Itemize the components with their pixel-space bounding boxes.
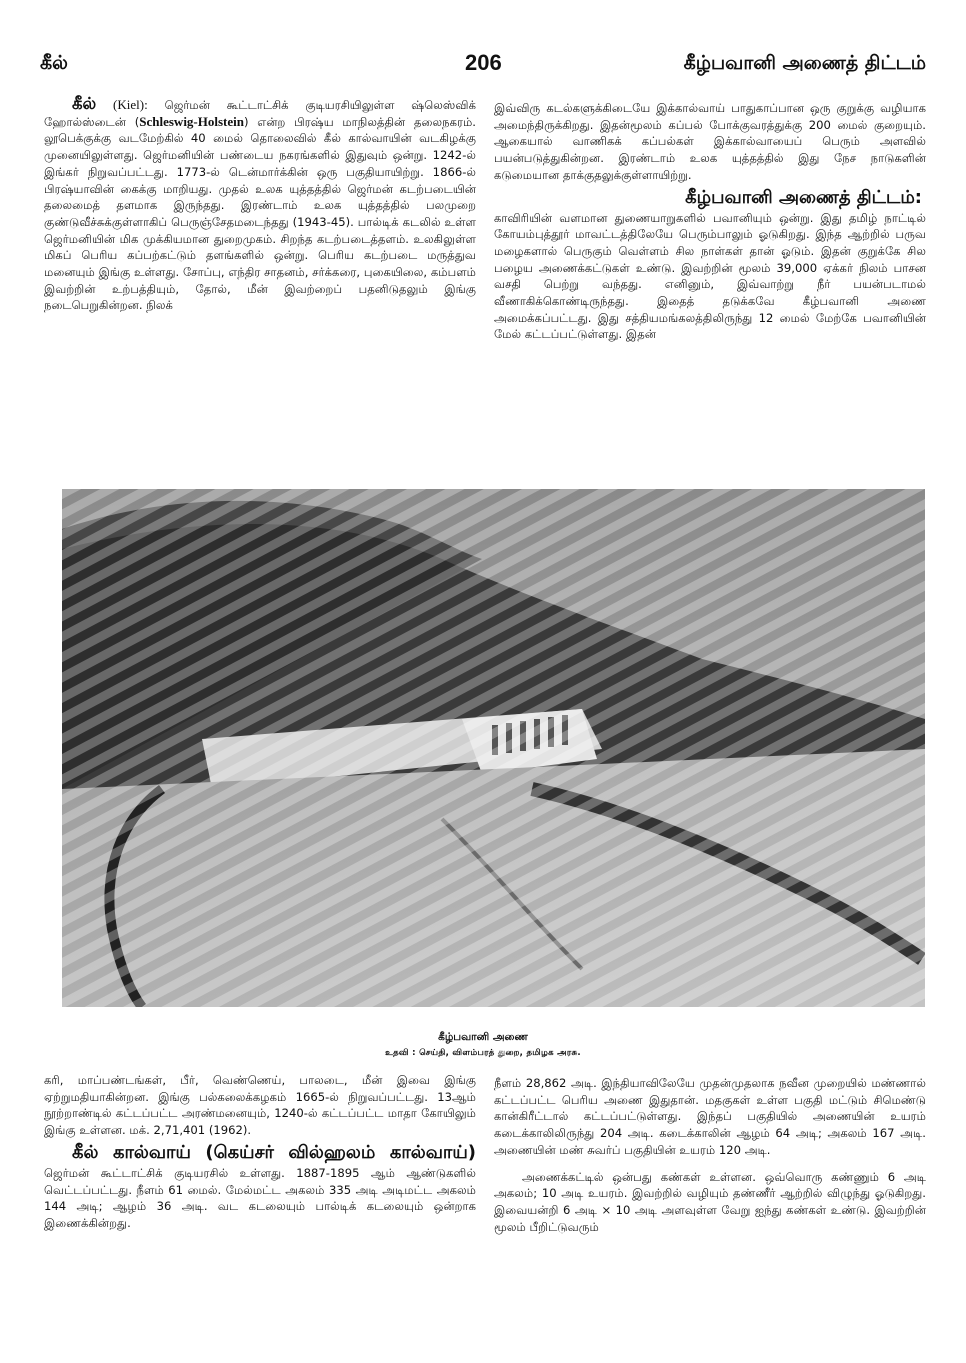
kiel-continuation: கரி, மாப்பண்டங்கள், பீர், வெண்ணெய், பாலடை, மீன் இவை இங்கு ஏற்றுமதியாகின்றன. இங்கு பல்கலைக்கழகம் 1665-ல் நிறுவப்பட்டது. 13ஆம் நூற்றாண்டில் கட்டப்பட்ட அரண்மனையும், 1240-ல் கட்டப்பட்ட மாதா கோயிலும் இங்கு உள்ளன. மக். 2,71,401 (1962).: [44, 1073, 476, 1138]
column-bottom-left: [44, 1072, 476, 1234]
figure-caption: கீழ்பவானி அணை: [438, 1031, 528, 1043]
kiel-latin-region: Schleswig-Holstein: [139, 113, 244, 129]
dam-photo-illustration: [62, 489, 925, 1007]
column-bottom-right: [494, 1075, 926, 1237]
canal-entry: [44, 1141, 476, 1232]
header-left-word: கீல்: [40, 52, 68, 74]
dam-photograph: [62, 489, 925, 1007]
canal-continuation: இவ்விரு கடல்களுக்கிடையே இக்கால்வாய் பாதுகாப்பான ஒரு குறுக்கு வழியாக அமைந்திருக்கிறது. இதன்மூலம் கப்பல் போக்குவரத்துக்கு 200 மைல் குறையும். ஆகையால் வாணிகக் கப்பல்கள் இக்கால்வாயைப் பெரும் அளவில் பயன்படுத்துகின்றன. இரண்டாம் உலக யுத்தத்தில் இது நேச நாடுகளின் கடுமையான தாக்குதலுக்குள்ளாயிற்று.: [494, 101, 926, 182]
header-right-word: கீழ்பவானி அணைத் திட்டம்: [683, 52, 926, 74]
page-number: 206: [465, 50, 502, 75]
page-header: [40, 52, 926, 82]
kiel-text-part1: : ஜெர்மன் கூட்டாட்சிக் குடியரசியிலுள்ள ஷ்லெஸ்விக் ஹோல்ஸ்டைன் (: [44, 98, 476, 129]
kiel-entry-title: கீல்: [72, 94, 97, 113]
dam-entry-body: காவிரியின் வளமான துணையாறுகளில் பவானியும் ஒன்று. இது தமிழ் நாட்டில் கோயம்புத்தூர் மாவட்டத்திலேயே பெரும்பாலும் ஓடுகிறது. இந்த ஆற்றில் பருவ மழைகளால் பெருகும் வெள்ளம் சில நாள்கள் தான் ஓடும். இதன் குறுக்கே சில பழைய அணைக்கட்டுகள் உண்டு. இவற்றின் மூலம் 39,000 ஏக்கர் நிலம் பாசன வசதி பெற்று வந்தது. எனினும், இவ்வாற்று நீர் பயன்படாமல் வீணாகிக்கொண்டிருந்தது. இதைத் தடுக்கவே கீழ்பவானி அணை அமைக்கப்பட்டது. இது சத்தியமங்கலத்திலிருந்து 12 மைல் மேற்கே பவானியின் மேல் கட்டப்பட்டுள்ளது. இதன்: [494, 210, 926, 342]
canal-entry-title: கீல் கால்வாய் (கெய்சர் வில்ஹலம் கால்வாய்): [72, 1141, 476, 1163]
dam-entry-title: கீழ்பவானி அணைத் திட்டம்:: [685, 186, 922, 208]
kiel-latin-name: (Kiel): [113, 97, 145, 112]
canal-entry-body: ஜெர்மன் கூட்டாட்சிக் குடியரசில் உள்ளது. 1887-1895 ஆம் ஆண்டுகளில் வெட்டப்பட்டது. நீளம் 61 மைல். மேல்மட்ட அகலம் 335 அடி அடிமட்ட அகலம் 144 அடி; ஆழம் 36 அடி. வட கடலையும் பால்டிக் கடலையும் ஒன்றாக இணைக்கின்றது.: [44, 1165, 476, 1230]
figure-credit: உதவி : செய்தி, விளம்பரத் துறை, தமிழக அரசு.: [385, 1048, 581, 1058]
column-top-right: [494, 100, 926, 345]
dam-continuation-1: நீளம் 28,862 அடி. இந்தியாவிலேயே முதன்முதலாக நவீன முறையில் மண்ணால் கட்டப்பட்ட பெரிய அணை இதுதான். மதகுகள் உள்ள பகுதி மட்டும் சிமெண்டு கான்கிரீட்டால் கட்டப்பட்டுள்ளது. இந்தப் பகுதியில் அணையின் உயரம் கடைக்காலிலிருந்து 204 அடி. கடைக்காலின் ஆழம் 64 அடி; அகலம் 167 அடி. அணையின் மண் சுவர்ப் பகுதியின் உயரம் 120 அடி.: [494, 1076, 926, 1157]
column-top-left: [44, 96, 476, 316]
kiel-entry: [44, 96, 476, 314]
dam-continuation-2: அணைக்கட்டில் ஒன்பது கண்கள் உள்ளன. ஒவ்வொரு கண்ணும் 6 அடி அகலம்; 10 அடி உயரம். இவற்றில் வழியும் தண்ணீர் ஆற்றில் விழுந்து ஓடுகிறது. இவையன்றி 6 அடி × 10 அடி அளவுள்ள வேறு ஐந்து கண்கள் உண்டு. இவற்றின் மூலம் பீறிட்டுவரும்: [494, 1169, 926, 1234]
kiel-text-part2: ) என்ற பிரஷ்ய மாநிலத்தின் தலைநகரம். லூபெக்குக்கு வடமேற்கில் 40 மைல் தொலைவில் கீல் கால்வாயின் வடகிழக்கு முனையிலுள்ளது. ஜெர்மனியின் பண்டைய நகரங்களில் இதுவும் ஒன்று. 1242-ல் இங்கர் நிறுவப்பட்டது. 1773-ல் டென்மார்க்கின் ஒரு பகுதியாயிற்று. 1866-ல் பிரஷ்யாவின் கைக்கு மாறியது. முதல் உலக யுத்தத்தில் ஜெர்மன் கடற்படையின் தலைமைத் தளமாக இருந்தது. இரண்டாம் உலக யுத்தத்தில் பலமுறை குண்டுவீச்சுக்குள்ளாகிப் பெருஞ்சேதமடைந்தது (1943-45). பால்டிக் கடலில் உள்ள ஜெர்மனியின் மிக முக்கியமான துறைமுகம். சிறந்த கடற்படைத்தளம். உலகிலுள்ள மிகப் பெரிய கப்பற்கட்டும் தளங்களில் ஒன்று. பெரிய கடற்படை மருத்துவ மனையும் இங்கு உள்ளது. சோப்பு, எந்திர சாதனம், சர்க்கரை, புகையிலை, கம்பளம் இவற்றின் உற்பத்தியும், தோல், மீன் இவற்றைப் பதனிடுதலும் இங்கு நடைபெறுகின்றன. நிலக்: [44, 114, 476, 313]
